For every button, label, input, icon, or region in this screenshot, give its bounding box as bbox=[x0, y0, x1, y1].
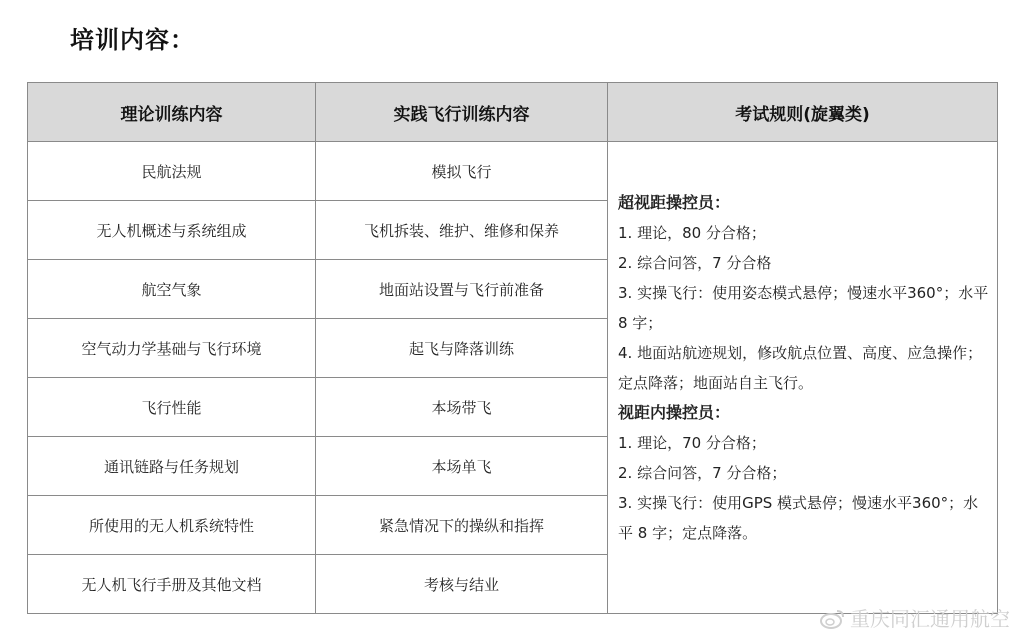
table-row bbox=[28, 142, 998, 201]
vlos-heading: 视距内操控员： bbox=[618, 403, 731, 422]
theory-cell: 空气动力学基础与飞行环境 bbox=[28, 319, 316, 378]
theory-cell: 通讯链路与任务规划 bbox=[28, 437, 316, 496]
training-table bbox=[27, 82, 998, 614]
table-header-row bbox=[28, 83, 998, 142]
exam-rules-cell bbox=[608, 142, 998, 614]
bvlos-rule-1: 1. 理论，80 分合格； bbox=[618, 224, 766, 242]
bvlos-rule-4: 4. 地面站航迹规划，修改航点位置、高度、应急操作；定点降落；地面站自主飞行。 bbox=[618, 344, 983, 392]
vlos-rule-3: 3. 实操飞行：使用GPS 模式悬停；慢速水平360°；水平 8 字；定点降落。 bbox=[618, 494, 979, 542]
vlos-rule-2: 2. 综合问答，7 分合格； bbox=[618, 464, 787, 482]
watermark bbox=[820, 603, 1010, 632]
theory-cell: 无人机概述与系统组成 bbox=[28, 201, 316, 260]
watermark-text: 重庆同汇通用航空 bbox=[850, 607, 1010, 631]
theory-cell: 航空气象 bbox=[28, 260, 316, 319]
practice-cell: 起飞与降落训练 bbox=[316, 319, 608, 378]
practice-cell: 本场带飞 bbox=[316, 378, 608, 437]
practice-cell: 地面站设置与飞行前准备 bbox=[316, 260, 608, 319]
page-title: 培训内容： bbox=[70, 26, 195, 54]
bvlos-heading: 超视距操控员： bbox=[618, 193, 731, 212]
theory-cell: 民航法规 bbox=[28, 142, 316, 201]
vlos-rule-1: 1. 理论，70 分合格； bbox=[618, 434, 766, 452]
practice-cell: 本场单飞 bbox=[316, 437, 608, 496]
bvlos-rule-3: 3. 实操飞行：使用姿态模式悬停；慢速水平360°；水平 8 字； bbox=[618, 284, 989, 332]
practice-cell: 考核与结业 bbox=[316, 555, 608, 614]
practice-cell: 紧急情况下的操纵和指挥 bbox=[316, 496, 608, 555]
practice-cell: 模拟飞行 bbox=[316, 142, 608, 201]
theory-cell: 所使用的无人机系统特性 bbox=[28, 496, 316, 555]
header-exam-rules: 考试规则(旋翼类) bbox=[608, 83, 998, 142]
bvlos-rule-2: 2. 综合问答，7 分合格 bbox=[618, 254, 772, 272]
header-theory: 理论训练内容 bbox=[28, 83, 316, 142]
theory-cell: 飞行性能 bbox=[28, 378, 316, 437]
header-practice: 实践飞行训练内容 bbox=[316, 83, 608, 142]
weibo-logo-icon bbox=[820, 608, 846, 630]
practice-cell: 飞机拆装、维护、维修和保养 bbox=[316, 201, 608, 260]
theory-cell: 无人机飞行手册及其他文档 bbox=[28, 555, 316, 614]
